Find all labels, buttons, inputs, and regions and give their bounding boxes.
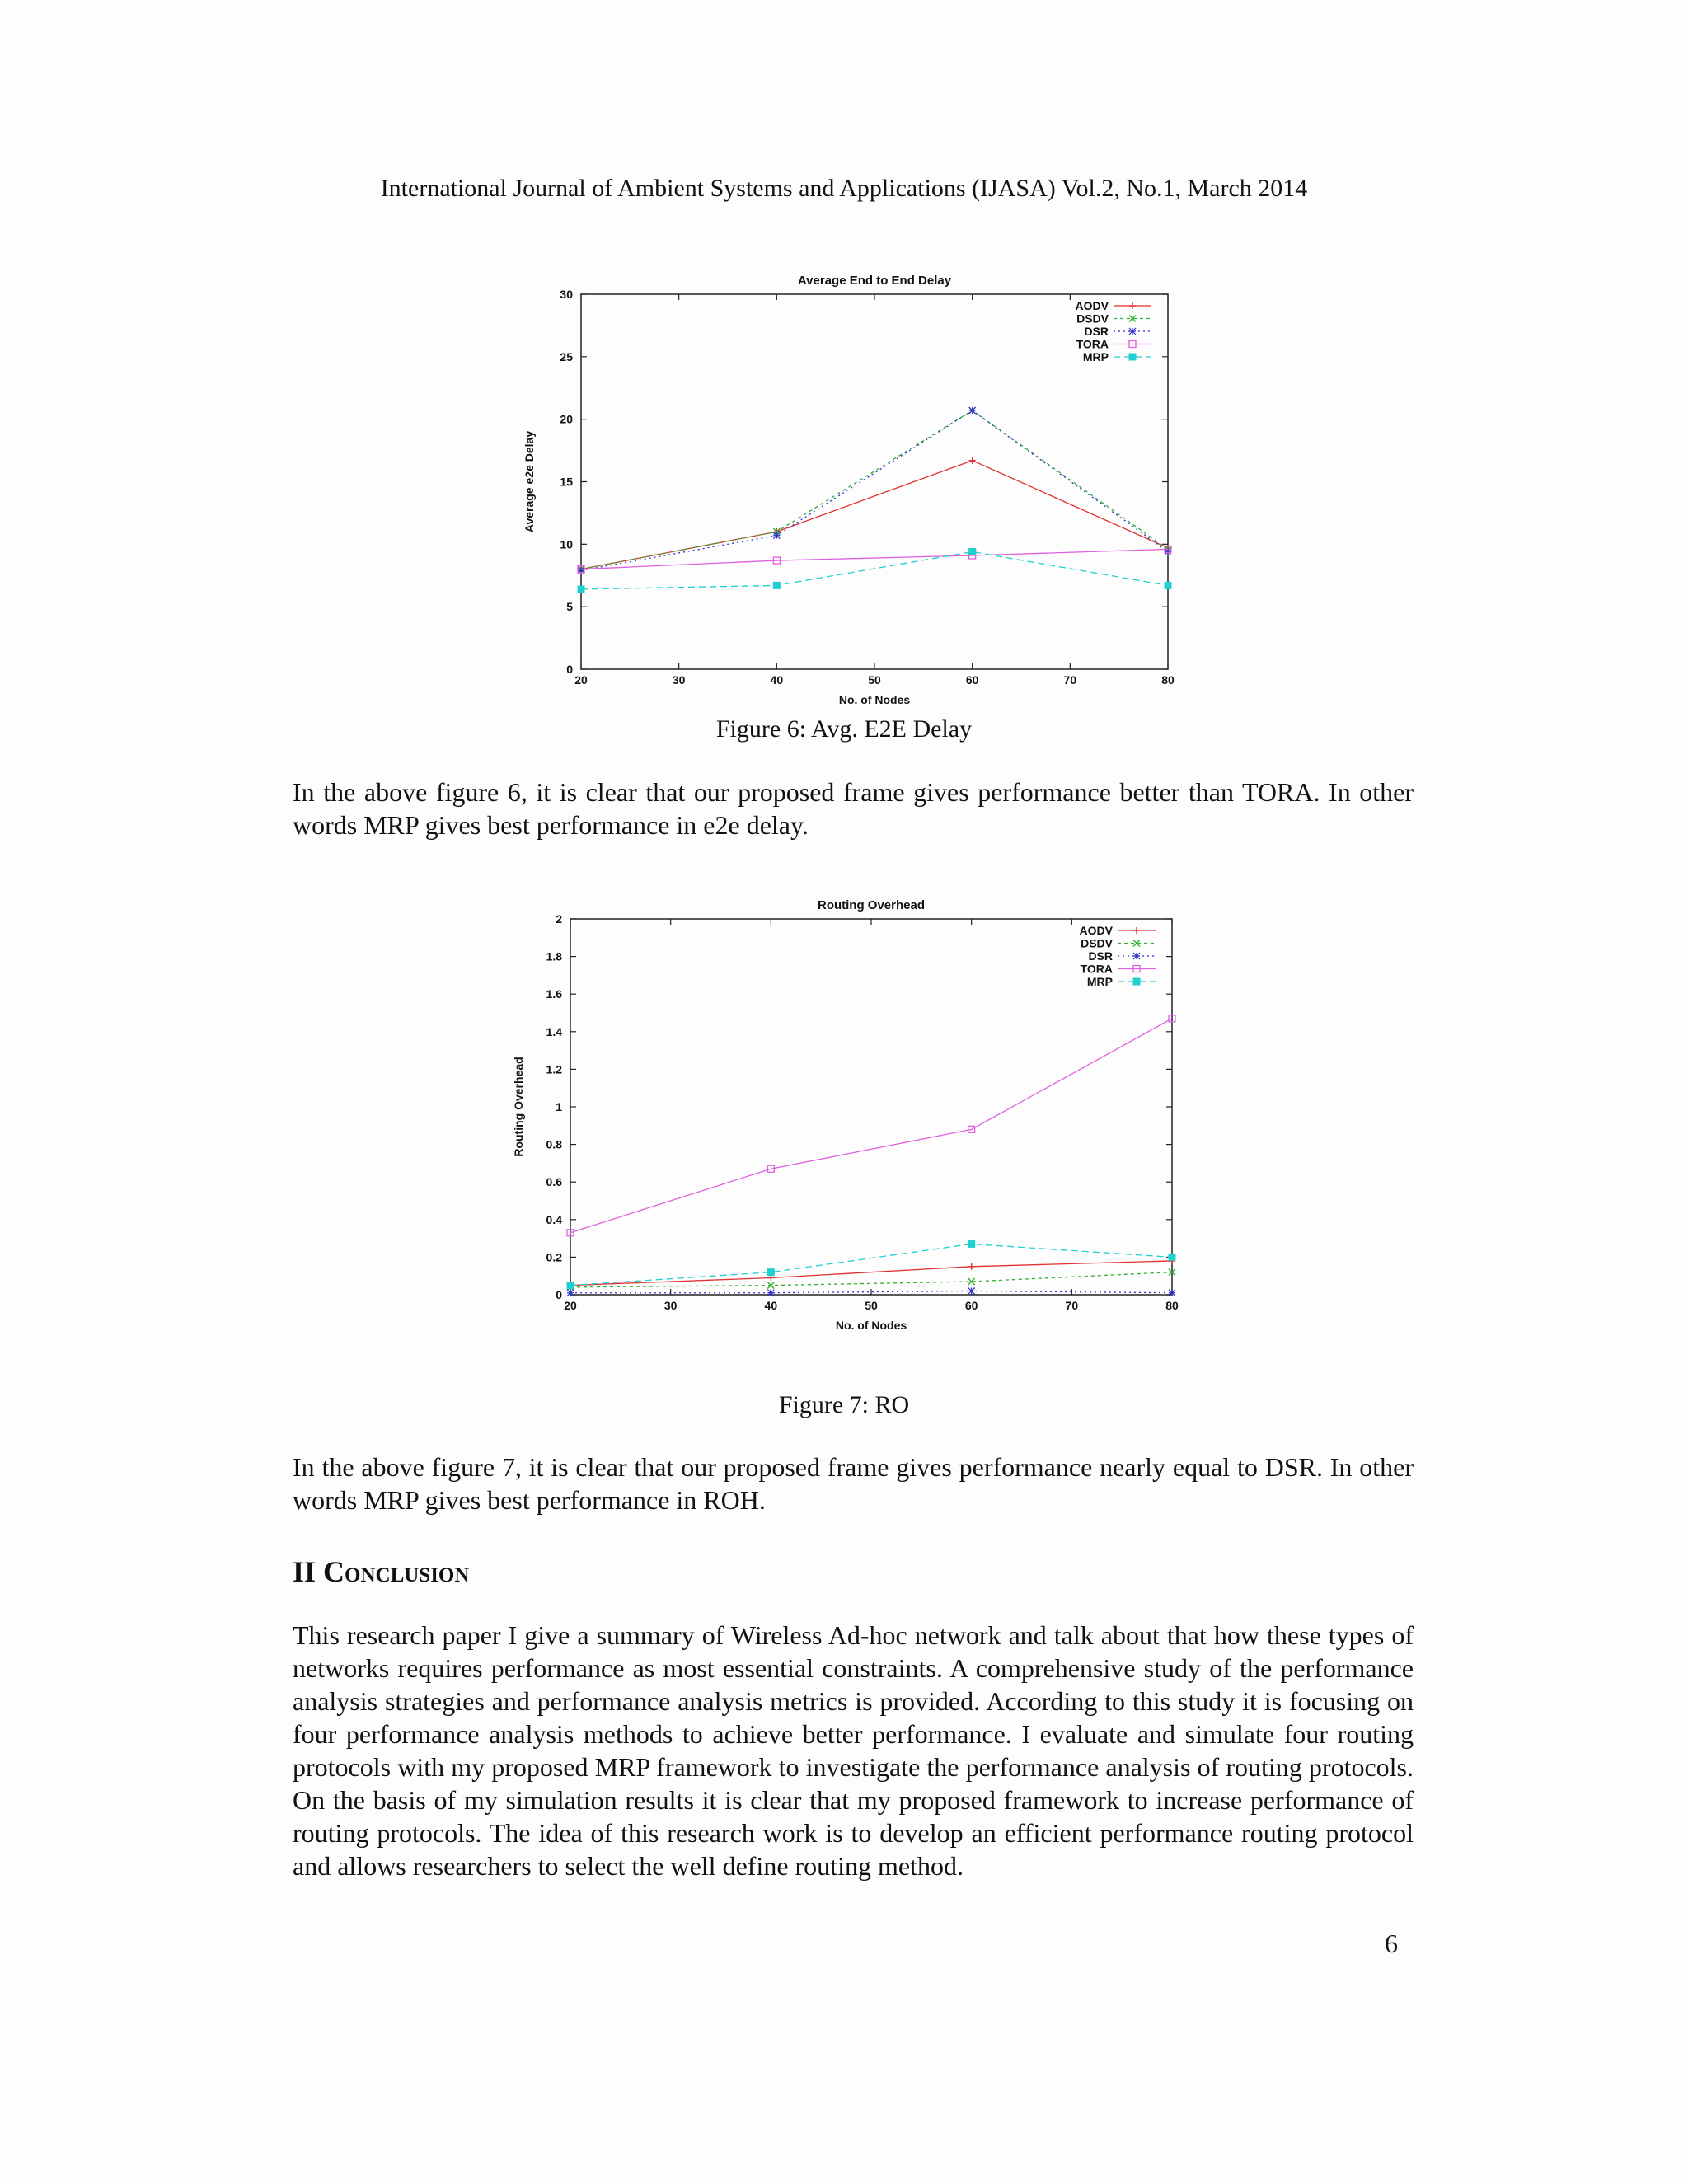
chart-title: Routing Overhead bbox=[817, 898, 926, 912]
y-tick-label: 1.4 bbox=[546, 1024, 562, 1038]
x-tick-label: 80 bbox=[1161, 673, 1175, 687]
x-axis-label: No. of Nodes bbox=[838, 693, 911, 706]
y-axis-label: Routing Overhead bbox=[512, 1057, 525, 1157]
series-line-dsr bbox=[581, 410, 1168, 570]
data-point-dsr bbox=[773, 532, 780, 539]
data-point-mrp bbox=[1165, 582, 1171, 588]
series-line-dsdv bbox=[581, 410, 1168, 569]
y-tick-label: 25 bbox=[560, 349, 573, 363]
y-tick-label: 0.8 bbox=[546, 1137, 562, 1151]
legend-marker-aodv bbox=[1133, 927, 1140, 934]
y-tick-label: 5 bbox=[566, 600, 573, 614]
legend-marker-dsr bbox=[1129, 328, 1136, 335]
y-tick-label: 0.4 bbox=[546, 1212, 562, 1226]
x-axis-label: No. of Nodes bbox=[835, 1319, 907, 1332]
figure-7-chart bbox=[486, 886, 1212, 1347]
legend-label: DSR bbox=[1088, 949, 1113, 963]
page-number: 6 bbox=[1385, 1929, 1398, 1958]
x-tick-label: 30 bbox=[672, 673, 686, 687]
conclusion-paragraph: This research paper I give a summary of Wireless Ad-hoc network and talk about that how these types of networks requires performance as most essential constraints. A comprehensive study of the performance analysis strategies and performance analysis metrics is provided. According to this study it is focusing on four performance analysis methods to achieve better performance. I evaluate and simulate four routing protocols with my proposed MRP framework to investigate the performance analysis of routing protocols. On the basis of my simulation results it is clear that my proposed framework to increase performance of routing protocols. The idea of this research work is to develop an efficient performance routing protocol and allows researchers to select the well define routing method. bbox=[293, 1620, 1414, 1881]
data-point-mrp bbox=[969, 548, 976, 555]
data-point-aodv bbox=[969, 457, 976, 464]
figure-7-caption: Figure 7: RO bbox=[778, 1391, 910, 1418]
y-tick-label: 0 bbox=[556, 1288, 562, 1301]
y-tick-label: 0.6 bbox=[546, 1175, 562, 1189]
legend-label: MRP bbox=[1086, 975, 1113, 988]
y-tick-label: 0.2 bbox=[546, 1250, 562, 1264]
series-line-aodv bbox=[581, 461, 1168, 569]
x-tick-label: 30 bbox=[663, 1299, 678, 1312]
x-tick-label: 20 bbox=[564, 1299, 577, 1312]
legend-label: AODV bbox=[1079, 924, 1113, 937]
legend-marker-mrp bbox=[1129, 354, 1136, 360]
y-axis-label: Average e2e Delay bbox=[523, 430, 536, 533]
series-line-aodv bbox=[570, 1261, 1172, 1286]
y-tick-label: 20 bbox=[560, 412, 573, 426]
legend-label: AODV bbox=[1075, 299, 1109, 312]
series-line-mrp bbox=[581, 551, 1168, 589]
legend-label: MRP bbox=[1082, 350, 1109, 363]
legend-label: TORA bbox=[1080, 962, 1113, 976]
x-tick-label: 20 bbox=[574, 673, 588, 687]
legend-label: DSDV bbox=[1076, 312, 1109, 326]
legend-label: TORA bbox=[1076, 337, 1109, 351]
y-tick-label: 15 bbox=[560, 475, 573, 489]
x-tick-label: 50 bbox=[865, 1299, 878, 1312]
legend-label: DSDV bbox=[1081, 936, 1113, 950]
y-tick-label: 1.6 bbox=[546, 987, 562, 1001]
y-tick-label: 10 bbox=[560, 537, 573, 551]
data-point-mrp bbox=[567, 1282, 574, 1289]
y-tick-label: 1.8 bbox=[546, 949, 562, 963]
series-line-mrp bbox=[570, 1244, 1172, 1285]
section-heading: II Conclusion bbox=[293, 1555, 470, 1588]
legend-marker-dsr bbox=[1133, 953, 1140, 959]
paragraph-figure-6: In the above figure 6, it is clear that our proposed frame gives performance better than TORA. In other words MRP gives best performance in e2e delay. bbox=[293, 777, 1414, 840]
paragraph-figure-7: In the above figure 7, it is clear that our proposed frame gives performance nearly equal to DSR. In other words MRP gives best performance in ROH. bbox=[293, 1452, 1414, 1515]
data-point-dsr bbox=[767, 1290, 774, 1296]
x-tick-label: 70 bbox=[1063, 673, 1077, 687]
data-point-dsr bbox=[1169, 1290, 1175, 1296]
x-tick-label: 80 bbox=[1165, 1299, 1179, 1312]
x-tick-label: 50 bbox=[868, 673, 881, 687]
x-tick-label: 60 bbox=[965, 673, 979, 687]
x-tick-label: 40 bbox=[770, 673, 784, 687]
data-point-dsr bbox=[968, 1287, 975, 1294]
x-tick-label: 60 bbox=[964, 1299, 978, 1312]
data-point-mrp bbox=[773, 582, 780, 588]
data-point-mrp bbox=[968, 1240, 975, 1247]
y-tick-label: 1 bbox=[556, 1100, 562, 1113]
legend-label: DSR bbox=[1084, 325, 1109, 338]
series-line-tora bbox=[570, 1019, 1172, 1233]
data-point-mrp bbox=[578, 586, 584, 593]
y-tick-label: 1.2 bbox=[546, 1062, 562, 1076]
data-point-aodv bbox=[968, 1263, 975, 1270]
data-point-mrp bbox=[767, 1269, 774, 1276]
figure-6-chart bbox=[486, 260, 1212, 713]
journal-header: International Journal of Ambient Systems and Applications (IJASA) Vol.2, No.1, March 2014 bbox=[380, 175, 1308, 202]
x-tick-label: 40 bbox=[764, 1299, 778, 1312]
data-point-dsr bbox=[969, 407, 976, 414]
data-point-dsr bbox=[567, 1290, 574, 1296]
data-point-mrp bbox=[1169, 1254, 1175, 1260]
x-tick-label: 70 bbox=[1065, 1299, 1079, 1312]
y-tick-label: 0 bbox=[566, 663, 573, 676]
chart-title: Average End to End Delay bbox=[797, 274, 952, 288]
figure-6-caption: Figure 6: Avg. E2E Delay bbox=[715, 715, 973, 743]
legend-marker-mrp bbox=[1133, 978, 1140, 985]
y-tick-label: 30 bbox=[560, 288, 573, 301]
y-tick-label: 2 bbox=[556, 912, 562, 926]
legend-marker-aodv bbox=[1129, 302, 1136, 309]
